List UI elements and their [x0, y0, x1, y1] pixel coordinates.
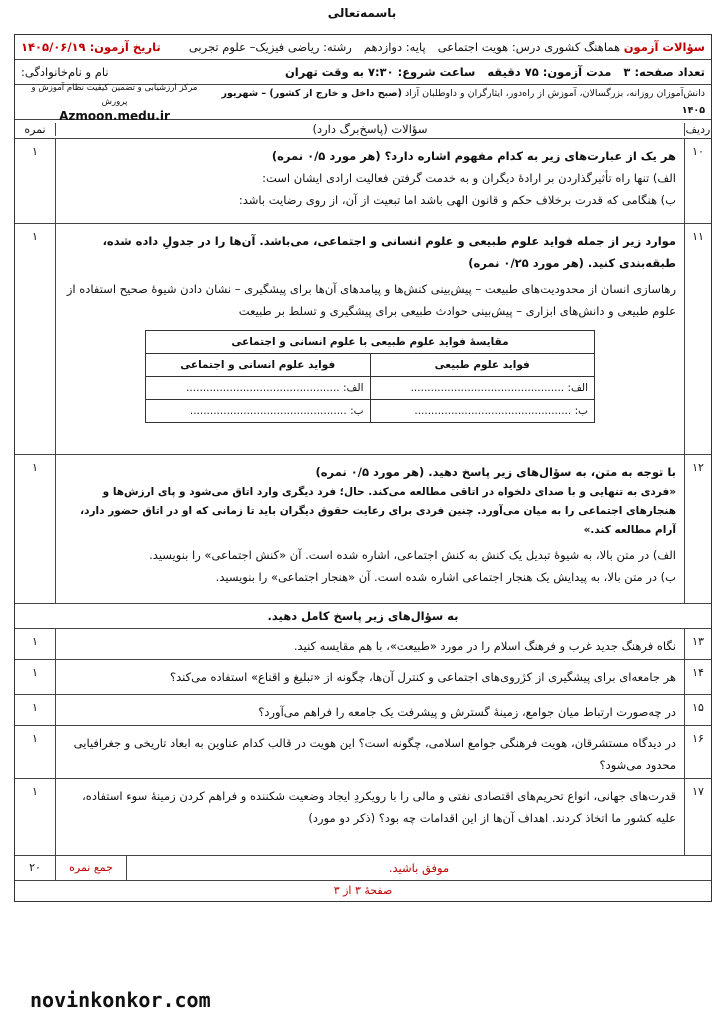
header-row-3 [15, 83, 711, 123]
col-questions: سؤالات (پاسخ‌برگ دارد) [312, 122, 428, 136]
answer-cell[interactable]: ب: ............................................... [146, 400, 371, 423]
start-time: ساعت شروع: ۷:۳۰ به وقت تهران [284, 65, 476, 79]
column-header [15, 120, 711, 139]
question-14 [15, 660, 711, 695]
question-score: ۱ [15, 224, 56, 454]
table-title: مقایسهٔ فواید علوم طبیعی با علوم انسانی و اجتماعی [146, 331, 595, 354]
question-17 [15, 779, 711, 856]
exam-date: تاریخ آزمون: ۱۴۰۵/۰۶/۱۹ [21, 40, 161, 54]
exam-desc: هماهنگ کشوری درس: هویت اجتماعی [437, 40, 621, 54]
part-b: ب) هنگامی که قدرت برخلاف حکم و قانون الهی باشد اما تبعیت از آن، از روی رضایت باشد: [238, 193, 676, 207]
grade: پایه: دوازدهم [363, 40, 426, 54]
question-12 [15, 455, 711, 604]
question-number: ۱۱ [684, 224, 711, 454]
question-15 [15, 695, 711, 726]
answer-cell[interactable]: ب: ............................................... [370, 400, 595, 423]
part-a: الف) در متن بالا، به شیوهٔ تبدیل یک کنش به کنش اجتماعی، اشاره شده است. آن «کنش اجتماعی» را بنویسید. [149, 548, 676, 562]
question-number: ۱۶ [684, 726, 711, 778]
question-16 [15, 726, 711, 779]
footer-row [15, 856, 711, 881]
question-number: ۱۷ [684, 779, 711, 855]
question-items: رهاسازی انسان از محدودیت‌های طبیعت – پیش‌بینی کنش‌ها و پیامدهای آن‌ها برای پیشگیری – نشان دادن شیوهٔ صحیح استفاده از علوم طبیعی و دانش‌های ابزاری – پیش‌بینی حوادث طبیعی برای پیشگیری و تسلط بر طبیعت [66, 282, 676, 318]
question-number: ۱۲ [684, 455, 711, 603]
answer-cell[interactable]: الف: .............................................. [370, 377, 595, 400]
table-col-natural: فواید علوم طبیعی [370, 354, 595, 377]
session: (صبح داخل و خارج از کشور) – شهریور ۱۴۰۵ [221, 88, 705, 116]
col-score: نمره [15, 123, 56, 136]
question-text: در چه‌صورت ارتباط میان جوامع، زمینهٔ گسترش و پیشرفت یک جامعه را فراهم می‌آورد؟ [258, 705, 676, 719]
question-number: ۱۰ [684, 139, 711, 223]
site-link[interactable]: Azmoon.medu.ir [59, 109, 170, 123]
wish-text: موفق باشید. [388, 861, 450, 875]
total-label: جمع نمره [56, 856, 127, 880]
total-score: ۲۰ [15, 856, 56, 880]
basmala: باسمه‌تعالی [327, 6, 397, 20]
question-score: ۱ [15, 455, 56, 603]
exam-title-label: سؤالات آزمون [623, 40, 705, 54]
section-header: به سؤال‌های زیر پاسخ کامل دهید. [15, 604, 711, 629]
audience: دانش‌آموزان روزانه، بزرگسالان، آموزش از راه‌دور، ایثارگران و داوطلبان آزاد [405, 88, 705, 99]
question-text: هر جامعه‌ای برای پیشگیری از کژروی‌های اجتماعی و کنترل آن‌ها، چگونه از «تبلیغ و اقناع» استفاده می‌کند؟ [170, 670, 676, 684]
page-count: تعداد صفحه: ۳ [623, 65, 705, 79]
question-number: ۱۵ [684, 695, 711, 725]
passage: «فردی به تنهایی و با صدای دلخواه در اتاقی مطالعه می‌کند. حال؛ فرد دیگری وارد اتاق می‌شود و پای ارزش‌ها و هنجارهای اجتماعی را به میان می‌آورد. چنین فردی برای رعایت حقوق دیگران باید تا زمانی که او در اتاق حضور دارد، آرام مطالعه کند.» [80, 486, 676, 536]
question-11 [15, 224, 711, 455]
question-title: هر یک از عبارت‌های زیر به کدام مفهوم اشاره دارد؟ (هر مورد ۰/۵ نمره) [271, 149, 676, 163]
exam-sheet [14, 34, 712, 902]
duration: مدت آزمون: ۷۵ دقیقه [487, 65, 612, 79]
question-10 [15, 139, 711, 224]
question-number: ۱۴ [684, 660, 711, 694]
question-13 [15, 629, 711, 660]
answer-cell[interactable]: الف: .............................................. [146, 377, 371, 400]
name-field: نام و نام‌خانوادگی: [21, 65, 109, 79]
question-title: موارد زیر از جمله فواید علوم طبیعی و علوم انسانی و اجتماعی، می‌باشد. آن‌ها را در جدولِ داده شده، طبقه‌بندی کنید. (هر مورد ۰/۲۵ نمره) [102, 234, 676, 270]
part-a: الف) تنها راه تأثیرگذاردن بر ارادهٔ دیگران و به خدمت گرفتن فعالیت ارادی ایشان است: [262, 171, 676, 185]
question-score: ۱ [15, 629, 56, 659]
question-score: ۱ [15, 139, 56, 223]
question-text: در دیدگاه مستشرقان، هویت فرهنگی جوامع اسلامی، چگونه است؟ این هویت در قالب کدام عناوین به ابعاد تاریخی و جغرافیایی محدود می‌شود؟ [73, 736, 676, 772]
question-text: نگاه فرهنگ جدید غرب و فرهنگ اسلام را در مورد «طبیعت»، با هم مقایسه کنید. [293, 639, 676, 653]
question-score: ۱ [15, 660, 56, 694]
question-title: با توجه به متن، به سؤال‌های زیر پاسخ دهید. (هر مورد ۰/۵ نمره) [315, 465, 676, 479]
question-number: ۱۳ [684, 629, 711, 659]
question-score: ۱ [15, 695, 56, 725]
col-num: ردیف [685, 122, 711, 136]
watermark-site: novinkonkor.com [30, 988, 211, 1012]
question-score: ۱ [15, 726, 56, 778]
page-number: صفحهٔ ۳ از ۳ [333, 884, 393, 897]
table-col-social: فواید علوم انسانی و اجتماعی [146, 354, 371, 377]
question-score: ۱ [15, 779, 56, 855]
question-text: قدرت‌های جهانی، انواع تحریم‌های اقتصادی نفتی و مالی را با رویکردِ ایجاد وضعیت شکننده و فراهم کردن زمینهٔ سوء استفاده، علیه کشور ما اتخاذ کردند. اهداف آن‌ها از این اقدامات چه بود؟ (ذکر دو مورد) [82, 789, 676, 825]
part-b: ب) در متن بالا، به پیدایش یک هنجار اجتماعی اشاره شده است. آن «هنجار اجتماعی» را بنویسید. [215, 570, 676, 584]
header-row-1 [15, 35, 711, 60]
field: رشته: ریاضی فیزیک– علوم تجربی [188, 40, 352, 54]
comparison-table [145, 330, 595, 423]
org-name: مرکز ارزشیابی و تضمین کیفیت نظام آموزش و پرورش [31, 83, 198, 107]
